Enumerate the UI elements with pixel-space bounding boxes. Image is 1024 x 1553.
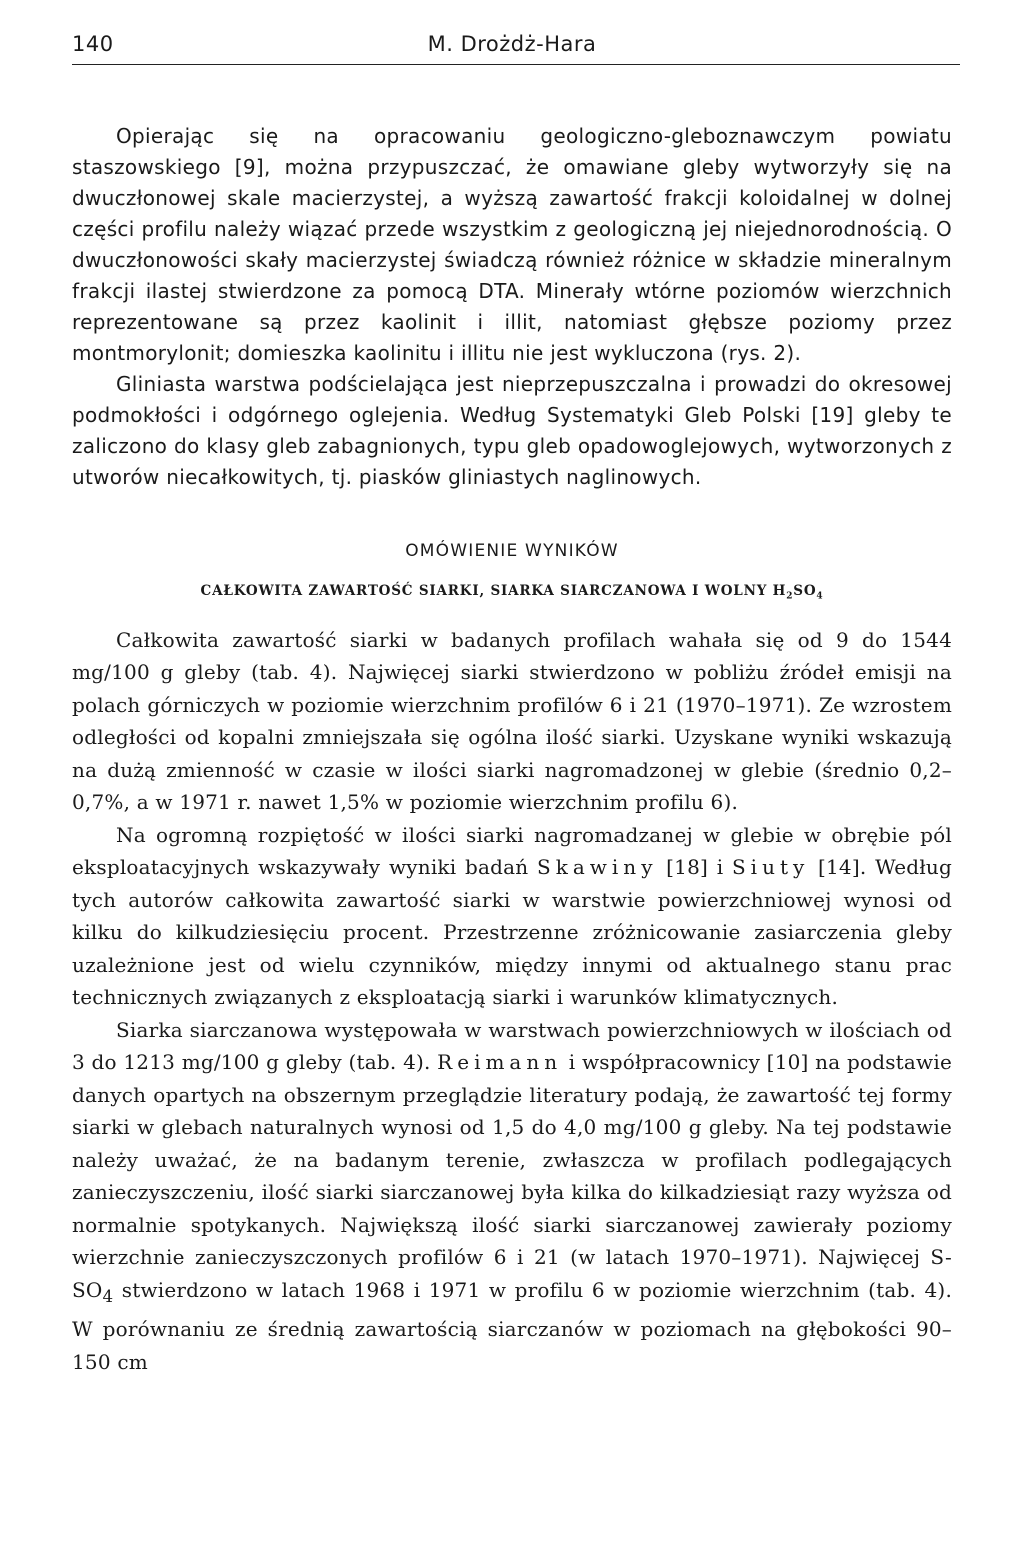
- text-segment: [18] i: [657, 855, 732, 880]
- author-name-siuta: Siuty: [731, 855, 810, 880]
- paragraph-sulfate-sulfur: [72, 1014, 952, 1379]
- subtitle-subscript-2: 2: [786, 591, 794, 602]
- section-title: OMÓWIENIE WYNIKÓW: [405, 541, 619, 561]
- paragraph-total-sulfur: Całkowita zawartość siarki w badanych profilach wahała się od 9 do 1544 mg/100 g gleby (tab. 4). Najwięcej siarki stwierdzono w pobliżu źródeł emisji na polach górniczych w poziomie wierzchnim profilów 6 i 21 (1970–1971). Ze wzrostem odległości od kopalni zmniejszała się ogólna ilość siarki. Uzyskane wyniki wskazują na dużą zmienność w czasie w ilości siarki nagromadzonej w glebie (średnio 0,2–0,7%, a w 1971 r. nawet 1,5% w poziomie wierzchnim profilu 6).: [72, 627, 952, 815]
- subtitle-so: SO: [793, 583, 817, 599]
- text-segment: i współpracownicy [10] na podstawie danych opartych na obszernym przeglądzie literatury podają, że zawartość tej formy siarki w glebach naturalnych wynosi od 1,5 do 4,0 mg/100 g gleby. Na tej podstawie należy uważać, że na badanym terenie, zwłaszcza w profilach podlegających zanieczyszczeniu, ilość siarki siarczanowej była kilka do kilkadziesiąt razy wyższa od normalnie spotykanych. Największą ilość siarki siarczanowej zawierały poziomy wierzchnie zanieczyszczonych profilów 6 i 21 (w latach 1970–1971). Najwięcej S-SO: [72, 1050, 952, 1302]
- subtitle-subscript-4: 4: [816, 591, 824, 602]
- section-subtitle: [72, 583, 952, 602]
- text-segment: Na ogromną rozpiętość w ilości siarki nagromadzanej w glebie w obrębie pól eksploatacyjnych wskazywały wyniki badań: [72, 822, 952, 880]
- paragraph-soil-classification: Gliniasta warstwa podścielająca jest nieprzepuszczalna i prowadzi do okresowej podmokłości i odgórnego oglejenia. Według Systematyki Gleb Polski [19] gleby te zaliczono do klasy gleb zabagnionych, typu gleb opadowoglejowych, wytworzonych z utworów niecałkowitych, tj. piasków gliniastych naglinowych.: [72, 372, 952, 489]
- text-segment: [14]. Według tych autorów całkowita zawartość siarki w warstwie powierzchniowej wynosi od kilku do kilkudziesięciu procent. Przestrzenne zróżnicowanie zasiarczenia gleby uzależnione jest od wielu czynników, między innymi od aktualnego stanu prac technicznych związanych z eksploatacją siarki i warunków klimatycznych.: [72, 855, 953, 1010]
- running-author: M. Drożdż-Hara: [427, 32, 597, 56]
- text-segment: Siarka siarczanowa występowała w warstwach powierzchniowych w ilościach od 3 do 1213 mg/100 g gleby (tab. 4).: [72, 1017, 952, 1075]
- page-number: 140: [72, 32, 114, 56]
- subscript-4: 4: [102, 1286, 114, 1306]
- running-header: [72, 32, 952, 65]
- paragraph-parent-rock: Opierając się na opracowaniu geologiczno-gleboznawczym powiatu staszowskiego [9], można przypuszczać, że omawiane gleby wytworzyły się na dwuczłonowej skale macierzystej, a wyższą zawartość frakcji koloidalnej w dolnej części profilu należy wiązać przede wszystkim z geologiczną jej niejednorodnością. O dwuczłonowości skały macierzystej świadczą również różnice w składzie mineralnym frakcji ilastej stwierdzone za pomocą DTA. Minerały wtórne poziomów wierzchnich reprezentowane są przez kaolinit i illit, natomiast głębsze poziomy przez montmorylonit; domieszka kaolinitu i illitu nie jest wykluczona (rys. 2).: [72, 124, 952, 365]
- subtitle-main: CAŁKOWITA ZAWARTOŚĆ SIARKI, SIARKA SIARCZANOWA I WOLNY H: [200, 583, 787, 599]
- author-name-skawina: Skawiny: [537, 855, 658, 880]
- paragraph-sulfur-range: [72, 819, 952, 1014]
- author-name-reimann: Reimann: [437, 1050, 563, 1075]
- text-segment: stwierdzono w latach 1968 i 1971 w profilu 6 w poziomie wierzchnim (tab. 4). W porównaniu ze średnią zawartością siarczanów w poziomach na głębokości 90–150 cm: [72, 1277, 952, 1374]
